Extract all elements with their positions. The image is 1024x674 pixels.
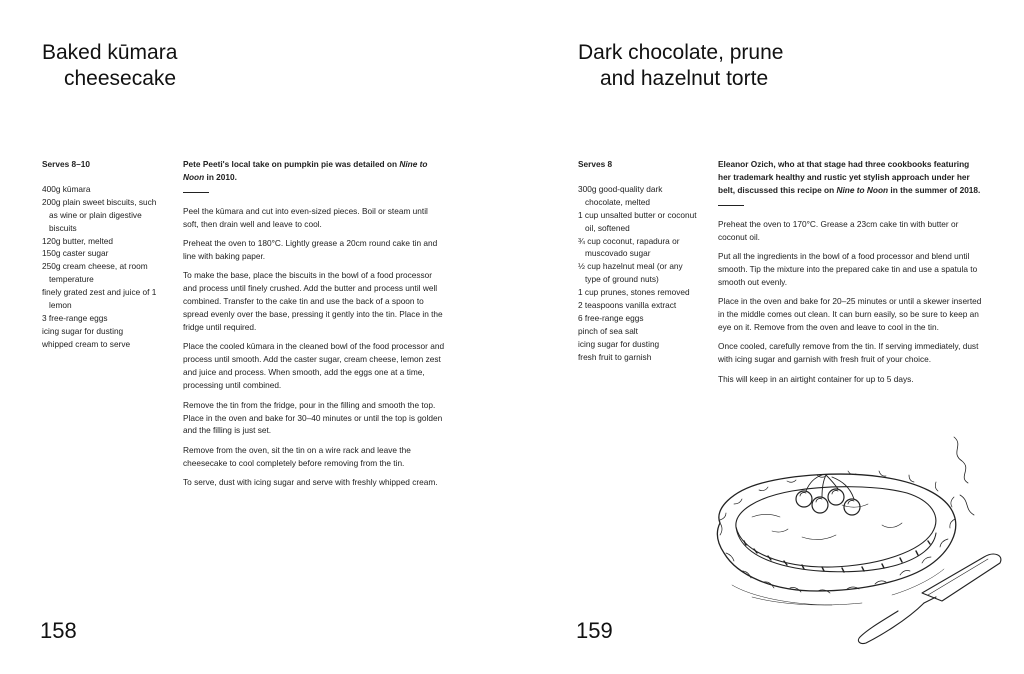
- method-step: Put all the ingredients in the bowl of a food processor and blend until smooth. Tip the mixture into the prepared cake tin and use a spatula to smooth out evenly.: [718, 251, 978, 287]
- method-step: Peel the kūmara and cut into even-sized pieces. Boil or steam until soft, then drain well and leave to cool.: [183, 205, 428, 229]
- method-step: Remove from the oven, sit the tin on a wire rack and leave the cheesecake to cool completely before removing from the tin.: [183, 444, 411, 468]
- method-step: Preheat the oven to 180°C. Lightly grease a 20cm round cake tin and line with baking paper.: [183, 238, 438, 262]
- method-step: To serve, dust with icing sugar and serve with freshly whipped cream.: [183, 477, 438, 488]
- recipe-title: [578, 40, 783, 92]
- method-step: Preheat the oven to 170°C. Grease a 23cm cake tin with butter or coconut oil.: [718, 218, 959, 242]
- divider: [718, 205, 744, 206]
- ingredient-item: finely grated zest and juice of 1 lemon: [42, 287, 157, 311]
- method-step: Once cooled, carefully remove from the tin. If serving immediately, dust with icing sugar and garnish with fresh fruit of your choice.: [718, 341, 979, 365]
- method-step: Place the cooled kūmara in the cleaned bowl of the food processor and process until smooth. Add the caster sugar, cream cheese, lemon zest and juice and process. When smooth, add the eggs one at a time, processing until combined.: [183, 341, 445, 391]
- page-number: 159: [576, 618, 613, 643]
- intro-text-end: in 2010.: [204, 171, 237, 182]
- page-number: 158: [40, 618, 77, 643]
- ingredient-item: ½ cup hazelnut meal (or any type of ground nuts): [578, 261, 683, 285]
- ingredients-column: [578, 158, 698, 364]
- ingredient-item: 250g cream cheese, at room temperature: [42, 261, 148, 285]
- intro-text: Pete Peeti's local take on pumpkin pie was detailed on: [183, 159, 400, 169]
- serves-label: Serves 8–10: [42, 159, 90, 169]
- torte-illustration: [692, 425, 1022, 650]
- ingredient-item: ¾ cup coconut, rapadura or muscovado sugar: [578, 235, 680, 259]
- recipe-title: [42, 40, 177, 92]
- method-step: To make the base, place the biscuits in the bowl of a food processor and process until finely crushed. Add the butter and process until well combined. Transfer to the cake tin and use the back of a spoon to spread evenly over the base, pressing it gently into the tin. Place in the fridge until required.: [183, 270, 443, 333]
- ingredient-item: 120g butter, melted: [42, 235, 114, 246]
- recipe-intro: [183, 158, 445, 184]
- ingredient-item: 150g caster sugar: [42, 248, 109, 259]
- intro-show-name: Nine to Noon: [183, 159, 428, 182]
- ingredient-item: 300g good-quality dark chocolate, melted: [578, 183, 663, 207]
- ingredient-item: fresh fruit to garnish: [578, 351, 652, 362]
- title-line-1: Baked kūmara: [42, 41, 178, 64]
- ingredient-item: icing sugar for dusting: [578, 338, 660, 349]
- title-line-1: Dark chocolate, prune: [578, 41, 784, 64]
- ingredient-item: pinch of sea salt: [578, 325, 638, 336]
- ingredient-item: 200g plain sweet biscuits, such as wine or plain digestive biscuits: [42, 196, 157, 233]
- ingredient-item: 400g kūmara: [42, 183, 91, 194]
- recipe-intro: [718, 158, 984, 197]
- ingredient-item: 2 teaspoons vanilla extract: [578, 300, 677, 311]
- method-column: [183, 158, 445, 496]
- ingredient-item: 3 free-range eggs: [42, 312, 108, 323]
- ingredient-item: 1 cup unsalted butter or coconut oil, softened: [578, 209, 697, 233]
- method-column: [718, 158, 984, 392]
- intro-text-end: in the summer of 2018.: [888, 184, 981, 195]
- ingredient-item: 1 cup prunes, stones removed: [578, 287, 690, 298]
- ingredient-list: [578, 183, 698, 364]
- title-line-2: and hazelnut torte: [600, 67, 769, 90]
- ingredient-list: [42, 183, 162, 351]
- method-step: Place in the oven and bake for 20–25 minutes or until a skewer inserted in the middle comes out clean. It can burn easily, so be sure to keep an eye on it. Remove from the oven and leave to cool in the tin.: [718, 296, 982, 333]
- title-line-2: cheesecake: [64, 67, 177, 90]
- page-159: [512, 0, 1024, 674]
- divider: [183, 192, 209, 193]
- intro-text: Eleanor Ozich, who at that stage had three cookbooks featuring her trademark healthy and rustic yet stylish approach under her belt, discussed this recipe on: [718, 159, 970, 195]
- ingredients-column: [42, 158, 162, 351]
- ingredient-item: whipped cream to serve: [42, 338, 131, 349]
- serves-label: Serves 8: [578, 159, 613, 169]
- method-step: This will keep in an airtight container for up to 5 days.: [718, 373, 914, 384]
- ingredient-item: icing sugar for dusting: [42, 325, 124, 336]
- intro-show-name: Nine to Noon: [836, 184, 889, 195]
- ingredient-item: 6 free-range eggs: [578, 312, 644, 323]
- method-step: Remove the tin from the fridge, pour in the filling and smooth the top. Place in the oven and bake for 30–40 minutes or until the top is golden and the filling is just set.: [183, 399, 443, 436]
